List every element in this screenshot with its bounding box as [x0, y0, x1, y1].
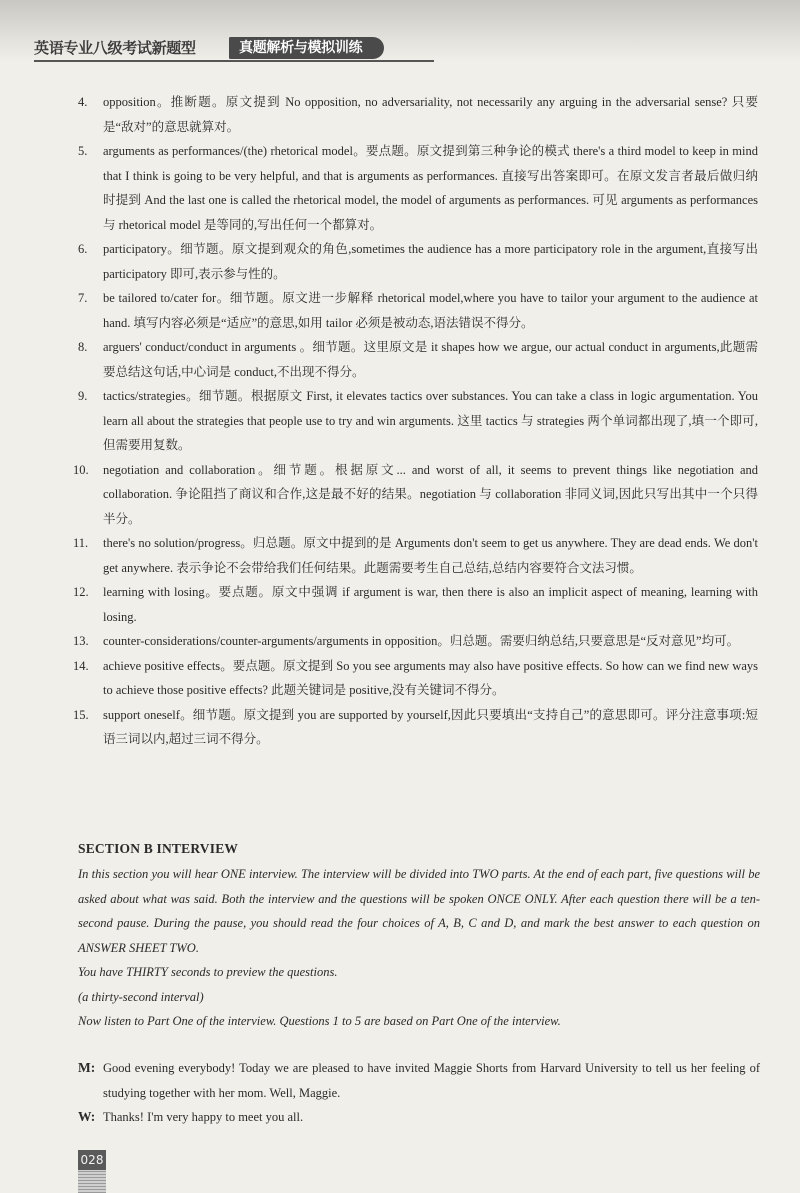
answer-text: negotiation and collaboration。细节题。根据原文... and worst of all, it seems to prevent things like negotiation and collaboration. 争论阻挡了商议和合作,这是最不好的结果。negotiation 与 collaboration 非同义词,因此只写出其中一个只得半分。: [103, 462, 758, 526]
running-header: [0, 0, 800, 62]
answer-item: [78, 237, 758, 286]
answer-text: arguers' conduct/conduct in arguments 。细节题。这里原文是 it shapes how we argue, our actual conduct in arguments,此题需要总结这句话,中心词是 conduct,不出现不得分。: [103, 340, 758, 379]
answer-number: 11.: [73, 536, 89, 550]
answer-number: 14.: [73, 658, 89, 673]
answer-item: [73, 531, 758, 580]
section-heading: SECTION B INTERVIEW: [78, 841, 239, 856]
answer-number: 15.: [73, 707, 89, 722]
answer-item: [73, 458, 758, 532]
answer-text: counter-considerations/counter-arguments/arguments in opposition。归总题。需要归纳总结,只要意思是“反对意见”均可。: [103, 634, 740, 648]
answer-text: be tailored to/cater for。细节题。原文进一步解释 rhetorical model,where you have to tailor your argument to the audience at hand. 填写内容必须是“适应”的意思,如用 tailor 必须是被动态,语法错误不得分。: [103, 291, 758, 330]
answer-number: 4.: [78, 95, 88, 109]
answer-text: there's no solution/progress。归总题。原文中提到的是 Arguments don't seem to get us anywhere. They are dead ends. We don't get anywhere. 表示争论不会带给我们任何结果。此题需要考生自己总结,总结内容要符合文法习惯。: [103, 536, 758, 575]
answer-number: 13.: [73, 634, 89, 648]
page-edge-tab: [78, 1170, 106, 1193]
answer-item: [78, 384, 758, 458]
dialogue-turn: [78, 1056, 760, 1105]
answer-item: [78, 90, 758, 139]
page-number: 028: [78, 1150, 106, 1170]
interview-transcript: [78, 1056, 760, 1130]
answer-number: 7.: [78, 291, 88, 305]
directions-interval: (a thirty-second interval): [78, 989, 204, 1004]
speaker-label: M:: [78, 1060, 96, 1075]
book-series-title: 英语专业八级考试新题型: [34, 39, 196, 57]
answer-number: 6.: [78, 242, 88, 256]
answer-item: [73, 654, 758, 703]
answer-text: arguments as performances/(the) rhetorical model。要点题。原文提到第三种争论的模式 there's a third model to keep in mind that I think is going to be very helpful, and that is arguments as performances. 直接写出答案即可。在原文发言者最后做归纳时提到 And the last one is called the rhetorical model, the model of arguments as performances. 可见 arguments as performances 与 rhetorical model 是等同的,写出任何一个都算对。: [103, 144, 758, 232]
answer-number: 8.: [78, 340, 88, 354]
answer-text: tactics/strategies。细节题。根据原文 First, it elevates tactics over substances. You can take a class in logic argumentation. You learn all about the strategies that people use to try and win arguments. 这里 tactics 与 strategies 两个单词都出现了,填一个即可,但需要用复数。: [103, 389, 758, 452]
answer-item: [73, 703, 758, 752]
answer-item: [73, 629, 758, 654]
directions-part-one: Now listen to Part One of the interview. Questions 1 to 5 are based on Part One of the interview.: [78, 1014, 561, 1028]
answer-number: 9.: [78, 389, 88, 403]
answer-text: support oneself。细节题。原文提到 you are supported by yourself,因此只要填出“支持自己”的意思即可。评分注意事项:短语三词以内,超过三词不得分。: [103, 707, 758, 746]
dialogue-text: Good evening everybody! Today we are pleased to have invited Maggie Shorts from Harvard University to tell us her feeling of studying together with her mom. Well, Maggie.: [103, 1061, 760, 1100]
book-subtitle-tab: 真题解析与模拟训练: [229, 37, 384, 59]
dialogue-text: Thanks! I'm very happy to meet you all.: [103, 1110, 304, 1124]
dialogue-turn: [78, 1105, 760, 1130]
answer-number: 12.: [73, 585, 89, 599]
header-rule: [34, 60, 434, 62]
directions-paragraph: In this section you will hear ONE interview. The interview will be divided into TWO parts. At the end of each part, five questions will be asked about what was said. Both the interview and the questions will be spoken ONCE ONLY. After each question there will be a ten-second pause. During the pause, you should read the four choices of A, B, C and D, and mark the best answer to each question on ANSWER SHEET TWO.: [78, 867, 760, 955]
answer-item: [78, 139, 758, 237]
section-directions: [78, 862, 760, 1034]
directions-preview-note: You have THIRTY seconds to preview the questions.: [78, 965, 338, 979]
answer-item: [78, 286, 758, 335]
answer-text: participatory。细节题。原文提到观众的角色,sometimes the audience has a more participatory role in the argument,直接写出 participatory 即可,表示参与性的。: [103, 242, 758, 281]
answer-item: [78, 335, 758, 384]
answer-text: learning with losing。要点题。原文中强调 if argument is war, then there is also an implicit aspect of meaning, learning with losing.: [103, 585, 758, 624]
answer-key-list: [73, 90, 758, 752]
answer-text: opposition。推断题。原文提到 No opposition, no adversariality, not necessarily any arguing in the adversarial sense? 只要是“敌对”的意思就算对。: [103, 95, 758, 134]
answer-number: 5.: [78, 144, 88, 158]
speaker-label: W:: [78, 1109, 96, 1124]
answer-item: [73, 580, 758, 629]
answer-number: 10.: [73, 462, 89, 477]
answer-text: achieve positive effects。要点题。原文提到 So you see arguments may also have positive effects. So how can we find new ways to achieve those positive effects? 此题关键词是 positive,没有关键词不得分。: [103, 658, 758, 697]
